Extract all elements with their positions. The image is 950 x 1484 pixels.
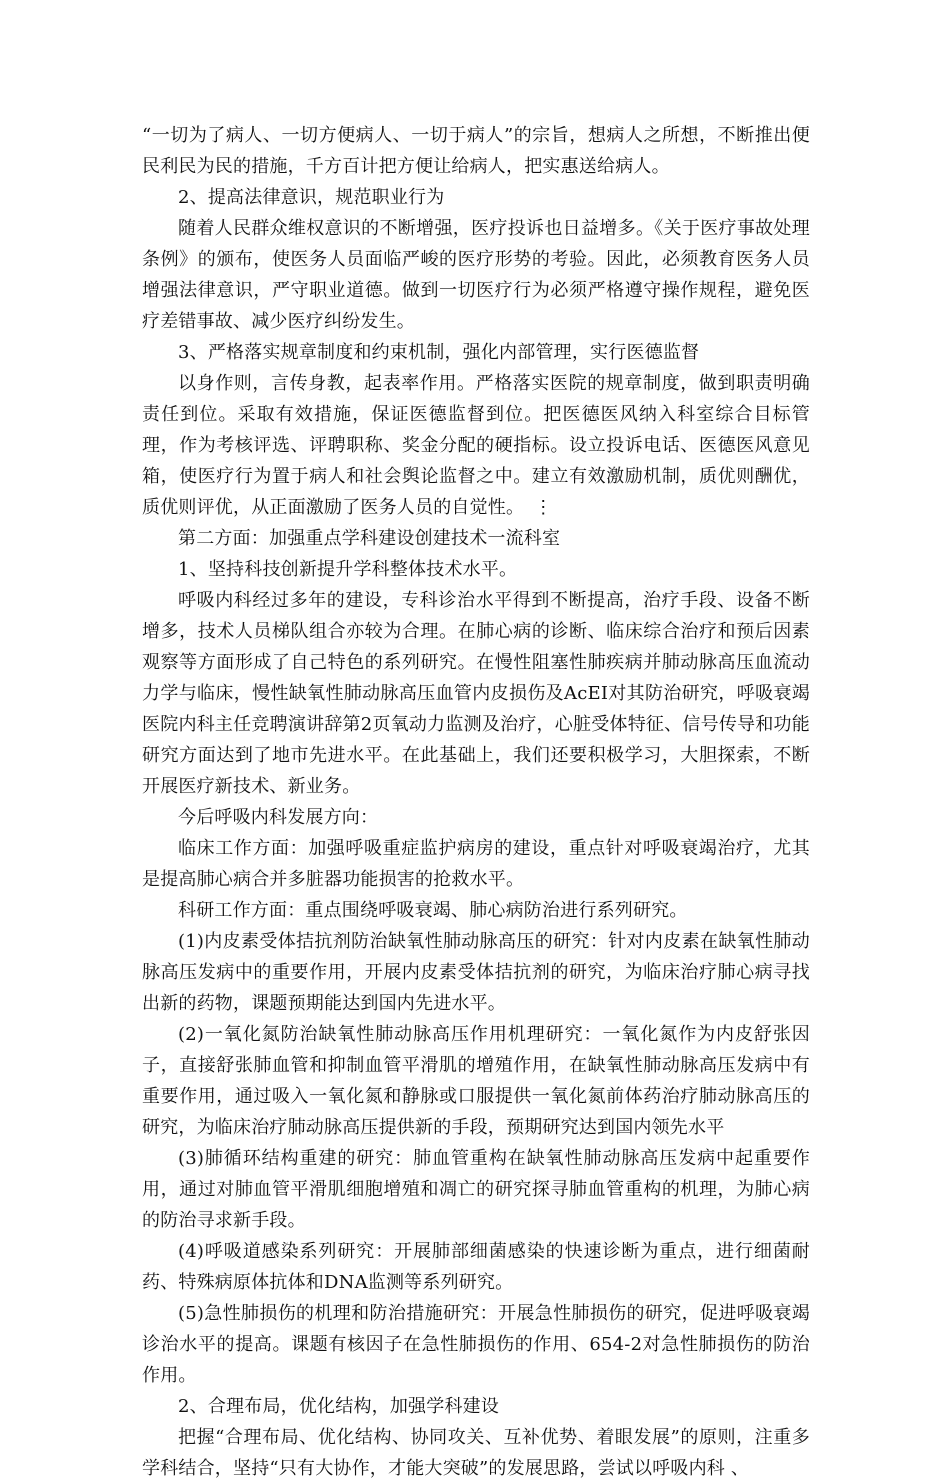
research-item-2: (2)一氧化氮防治缺氧性肺动脉高压作用机理研究：一氧化氮作为内皮舒张因子，直接舒张肺血管和抑制血管平滑肌的增殖作用，在缺氧性肺动脉高压发病中有重要作用，通过吸入一氧化氮和静脉或口服提供一氧化氮前体药治疗肺动脉高压的研究，为临床治疗肺动脉高压提供新的手段，预期研究达到国内领先水平 (142, 1024, 810, 1138)
document-page (142, 120, 810, 1484)
research-item-5: (5)急性肺损伤的机理和防治措施研究：开展急性肺损伤的研究，促进呼吸衰竭诊治水平的提高。课题有核因子在急性肺损伤的作用、654-2对急性肺损伤的防治作用。 (142, 1303, 810, 1386)
section-heading-innovation: 1、坚持科技创新提升学科整体技术水平。 (178, 559, 518, 580)
section-heading-legal: 2、提高法律意识，规范职业行为 (178, 187, 445, 208)
research-item-1: (1)内皮素受体拮抗剂防治缺氧性肺动脉高压的研究：针对内皮素在缺氧性肺动脉高压发病中的重要作用，开展内皮素受体拮抗剂的研究，为临床治疗肺心病寻找出新的药物，课题预期能达到国内先进水平。 (142, 931, 810, 1014)
paragraph-direction: 今后呼吸内科发展方向： (178, 807, 379, 828)
section-heading-layout: 2、合理布局，优化结构，加强学科建设 (178, 1396, 500, 1417)
paragraph-research: 科研工作方面：重点围绕呼吸衰竭、肺心病防治进行系列研究。 (178, 900, 688, 921)
paragraph-layout: 把握“合理布局、优化结构、协同攻关、互补优势、着眼发展”的原则，注重多学科结合，坚持“只有大协作，才能大突破”的发展思路，尝试以呼吸内科 、 (142, 1427, 810, 1479)
research-item-4: (4)呼吸道感染系列研究：开展肺部细菌感染的快速诊断为重点，进行细菌耐药、特殊病原体抗体和DNA监测等系列研究。 (142, 1241, 810, 1293)
section-heading-second-aspect: 第二方面：加强重点学科建设创建技术一流科室 (178, 528, 561, 549)
paragraph-legal: 随着人民群众维权意识的不断增强，医疗投诉也日益增多。《关于医疗事故处理条例》的颁布，使医务人员面临严峻的医疗形势的考验。因此，必须教育医务人员增强法律意识，严守职业道德。做到一切医疗行为必须严格遵守操作规程，避免医疗差错事故、减少医疗纠纷发生。 (142, 218, 810, 332)
ellipsis-mark: ⋮ (534, 497, 553, 518)
paragraph-1: “一切为了病人、一切方便病人、一切于病人”的宗旨，想病人之所想，不断推出便民利民为民的措施，千方百计把方便让给病人，把实惠送给病人。 (142, 125, 810, 177)
research-item-3: (3)肺循环结构重建的研究：肺血管重构在缺氧性肺动脉高压发病中起重要作用，通过对肺血管平滑肌细胞增殖和凋亡的研究探寻肺血管重构的机理，为肺心病的防治寻求新手段。 (142, 1148, 810, 1231)
paragraph-innovation: 呼吸内科经过多年的建设，专科诊治水平得到不断提高，治疗手段、设备不断增多，技术人员梯队组合亦较为合理。在肺心病的诊断、临床综合治疗和预后因素观察等方面形成了自己特色的系列研究。在慢性阻塞性肺疾病并肺动脉高压血流动力学与临床，慢性缺氧性肺动脉高压血管内皮损伤及AcEI对其防治研究，呼吸衰竭医院内科主任竞聘演讲辞第2页氧动力监测及治疗，心脏受体特征、信号传导和功能研究方面达到了地市先进水平。在此基础上，我们还要积极学习，大胆探索，不断开展医疗新技术、新业务。 (142, 590, 810, 797)
paragraph-clinical: 临床工作方面：加强呼吸重症监护病房的建设，重点针对呼吸衰竭治疗，尤其是提高肺心病合并多脏器功能损害的抢救水平。 (142, 838, 810, 890)
section-heading-rules: 3、严格落实规章制度和约束机制，强化内部管理，实行医德监督 (178, 342, 700, 363)
paragraph-rules (142, 368, 810, 523)
paragraph-rules-text: 以身作则，言传身教，起表率作用。严格落实医院的规章制度，做到职责明确责任到位。采取有效措施，保证医德监督到位。把医德医风纳入科室综合目标管理，作为考核评选、评聘职称、奖金分配的硬指标。设立投诉电话、医德医风意见箱，使医疗行为置于病人和社会舆论监督之中。建立有效激励机制，质优则酬优，质优则评优，从正面激励了医务人员的自觉性。 (142, 373, 810, 518)
